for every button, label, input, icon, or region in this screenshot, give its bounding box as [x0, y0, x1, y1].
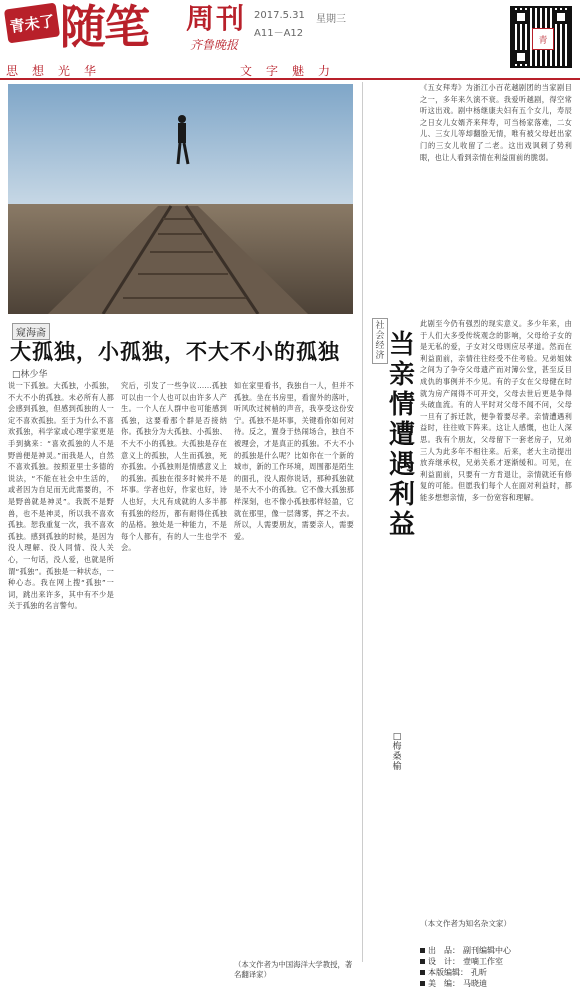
- slogan-right: 文字魅力: [240, 64, 345, 78]
- logo-seal: 青未了: [4, 3, 60, 44]
- weekly-label: 周刊: [186, 2, 247, 35]
- qr-corner: [514, 10, 528, 24]
- railway-photo: [8, 84, 353, 314]
- author-note: （本文作者为中国海洋大学教授，著名翻译家）: [234, 960, 353, 979]
- qr-code-icon[interactable]: [510, 6, 572, 68]
- article-author: □林少华: [12, 370, 48, 380]
- credit-row: 出 品： 副刊编辑中心: [420, 945, 572, 956]
- masthead-divider: [0, 78, 580, 80]
- section-tag: 窥海斋: [12, 323, 50, 340]
- credit-row: 美 编： 马晓迪: [420, 978, 572, 989]
- logo-title: 随笔: [60, 0, 148, 54]
- article-column-1: 说一下孤独。大孤独，小孤独，不大不小的孤独。未必所有人都会感到孤独，但感到孤独的人一定不喜欢孤独。至于为什么不喜欢孤独，科学家或心理学家更是手到擒来：“喜欢孤独的人不是野兽便是神灵。”而我是人，自然不喜欢孤独。按照亚里士多德的说法，“不能在社会中生活的，或者因为自足而无此需要的，不是野兽就是神灵”。我既不是野兽，也不是神灵，所以我不喜欢孤独。恕我重复一次，我不喜欢孤独。感到孤独的时候，是因为没人理解、没人同情、没人关心，一句话，没人爱，也就是所谓“孤独”。孤独是一种状态，一种心态。我在网上搜“孤独”一词，跳出来许多，其中有不少是关于孤独的名言警句。: [8, 381, 114, 611]
- article-column-2: 究后，引发了一些争议……孤独可以由一个人也可以由许多人产生。一个人在人群中也可能感到孤独，这要看那个群是否接纳你。孤独分为大孤独、小孤独、不大不小的孤独。大孤独是存在意义上的孤独，人生而孤独，死亦孤独。小孤独则是情感意义上的孤独。孤独在很多时候并不是坏事。学者也好，作家也好，诗人也好，大凡有成就的人多半都有孤独的经历，都有耐得住孤独的品格。独处是一种能力，不是每个人都有，有的人一生也学不会。: [121, 381, 227, 553]
- article-author-vertical: □梅桑榆: [392, 732, 402, 772]
- page-range: A11－A12: [254, 28, 304, 39]
- issue-weekday: 星期三: [316, 14, 346, 25]
- credits-block: [420, 945, 572, 989]
- article-column-3: 如在家里看书，我独自一人，但并不孤独。坐在书房里，看窗外的落叶，听风吹过树梢的声音，我享受这份安宁。孤独不是坏事，关键看你如何对待。反之，置身于热闹场合，独自不被理会，才是真正的孤独。不大不小的孤独是什么呢？比如你在一个新的城市，新的工作环境，周围都是陌生的面孔，没人跟你说话，那种孤独就是不大不小的孤独。它不像大孤独那样深刻，也不像小孤独那样轻盈，它就在那里，像一层薄雾，挥之不去。所以，人需要朋友，需要亲人，需要爱。: [234, 381, 354, 541]
- section-tag-vertical: 社会经济: [372, 318, 388, 364]
- article-headline: 大孤独，小孤独，不大不小的孤独: [10, 339, 340, 364]
- issue-date: 2017.5.31: [254, 10, 305, 21]
- credit-row: 设 计： 壹嘀工作室: [420, 956, 572, 967]
- article-headline-vertical: 当亲情遭遇利益: [388, 330, 415, 540]
- qr-corner: [554, 10, 568, 24]
- article2-column-top: 《五女拜寿》为浙江小百花越剧团的当家剧目之一，多年来久演不衰。我爱听越剧，得空常听这出戏。剧中杨继康夫妇有五个女儿，寿辰之日女儿女婿齐来拜寿，可当杨家落难，二女儿、三女儿等却翻脸无情，唯有被父母赶出家门的三女儿收留了二老。这出戏讽刺了势利眼，也让人看到亲情在利益面前的脆弱。: [420, 83, 572, 162]
- railway-illustration: [8, 84, 353, 314]
- qr-badge: 青: [532, 28, 554, 50]
- paper-name: 齐鲁晚报: [190, 38, 239, 52]
- article2-column-main: 此剧至今仍有强烈的现实意义。多少年来，由于人们大多受传统观念的影响，父母给子女的是无私的爱，子女对父母则应尽孝道。然而在利益面前，亲情往往经受不住考验。兄弟姐妹之间为了争夺父母遗产而对簿公堂，甚至反目成仇的事例并不少见。有的子女在父母健在时就为房产闹得不可开交，父母去世后更是争得头破血流。有的人平时对父母不闻不问，父母一旦有了拆迁款，便争着要尽孝。亲情遭遇利益时，往往败下阵来。这让人感慨，也让人深思。我有个朋友，父母留下一套老房子，兄弟三人为此多年不相往来。后来，老大主动提出放弃继承权，兄弟关系才逐渐缓和。可见，在利益面前，只要有一方肯退让，亲情就还有修复的可能。但愿我们每个人在面对利益时，都能多想想亲情，多一份宽容和理解。: [420, 319, 572, 502]
- slogan-left: 思想光华: [6, 64, 111, 78]
- credit-row: 本版编辑： 孔昕: [420, 967, 572, 978]
- column-divider: [362, 82, 363, 962]
- author-note-2: （本文作者为知名杂文家）: [420, 919, 512, 928]
- qr-corner: [514, 50, 528, 64]
